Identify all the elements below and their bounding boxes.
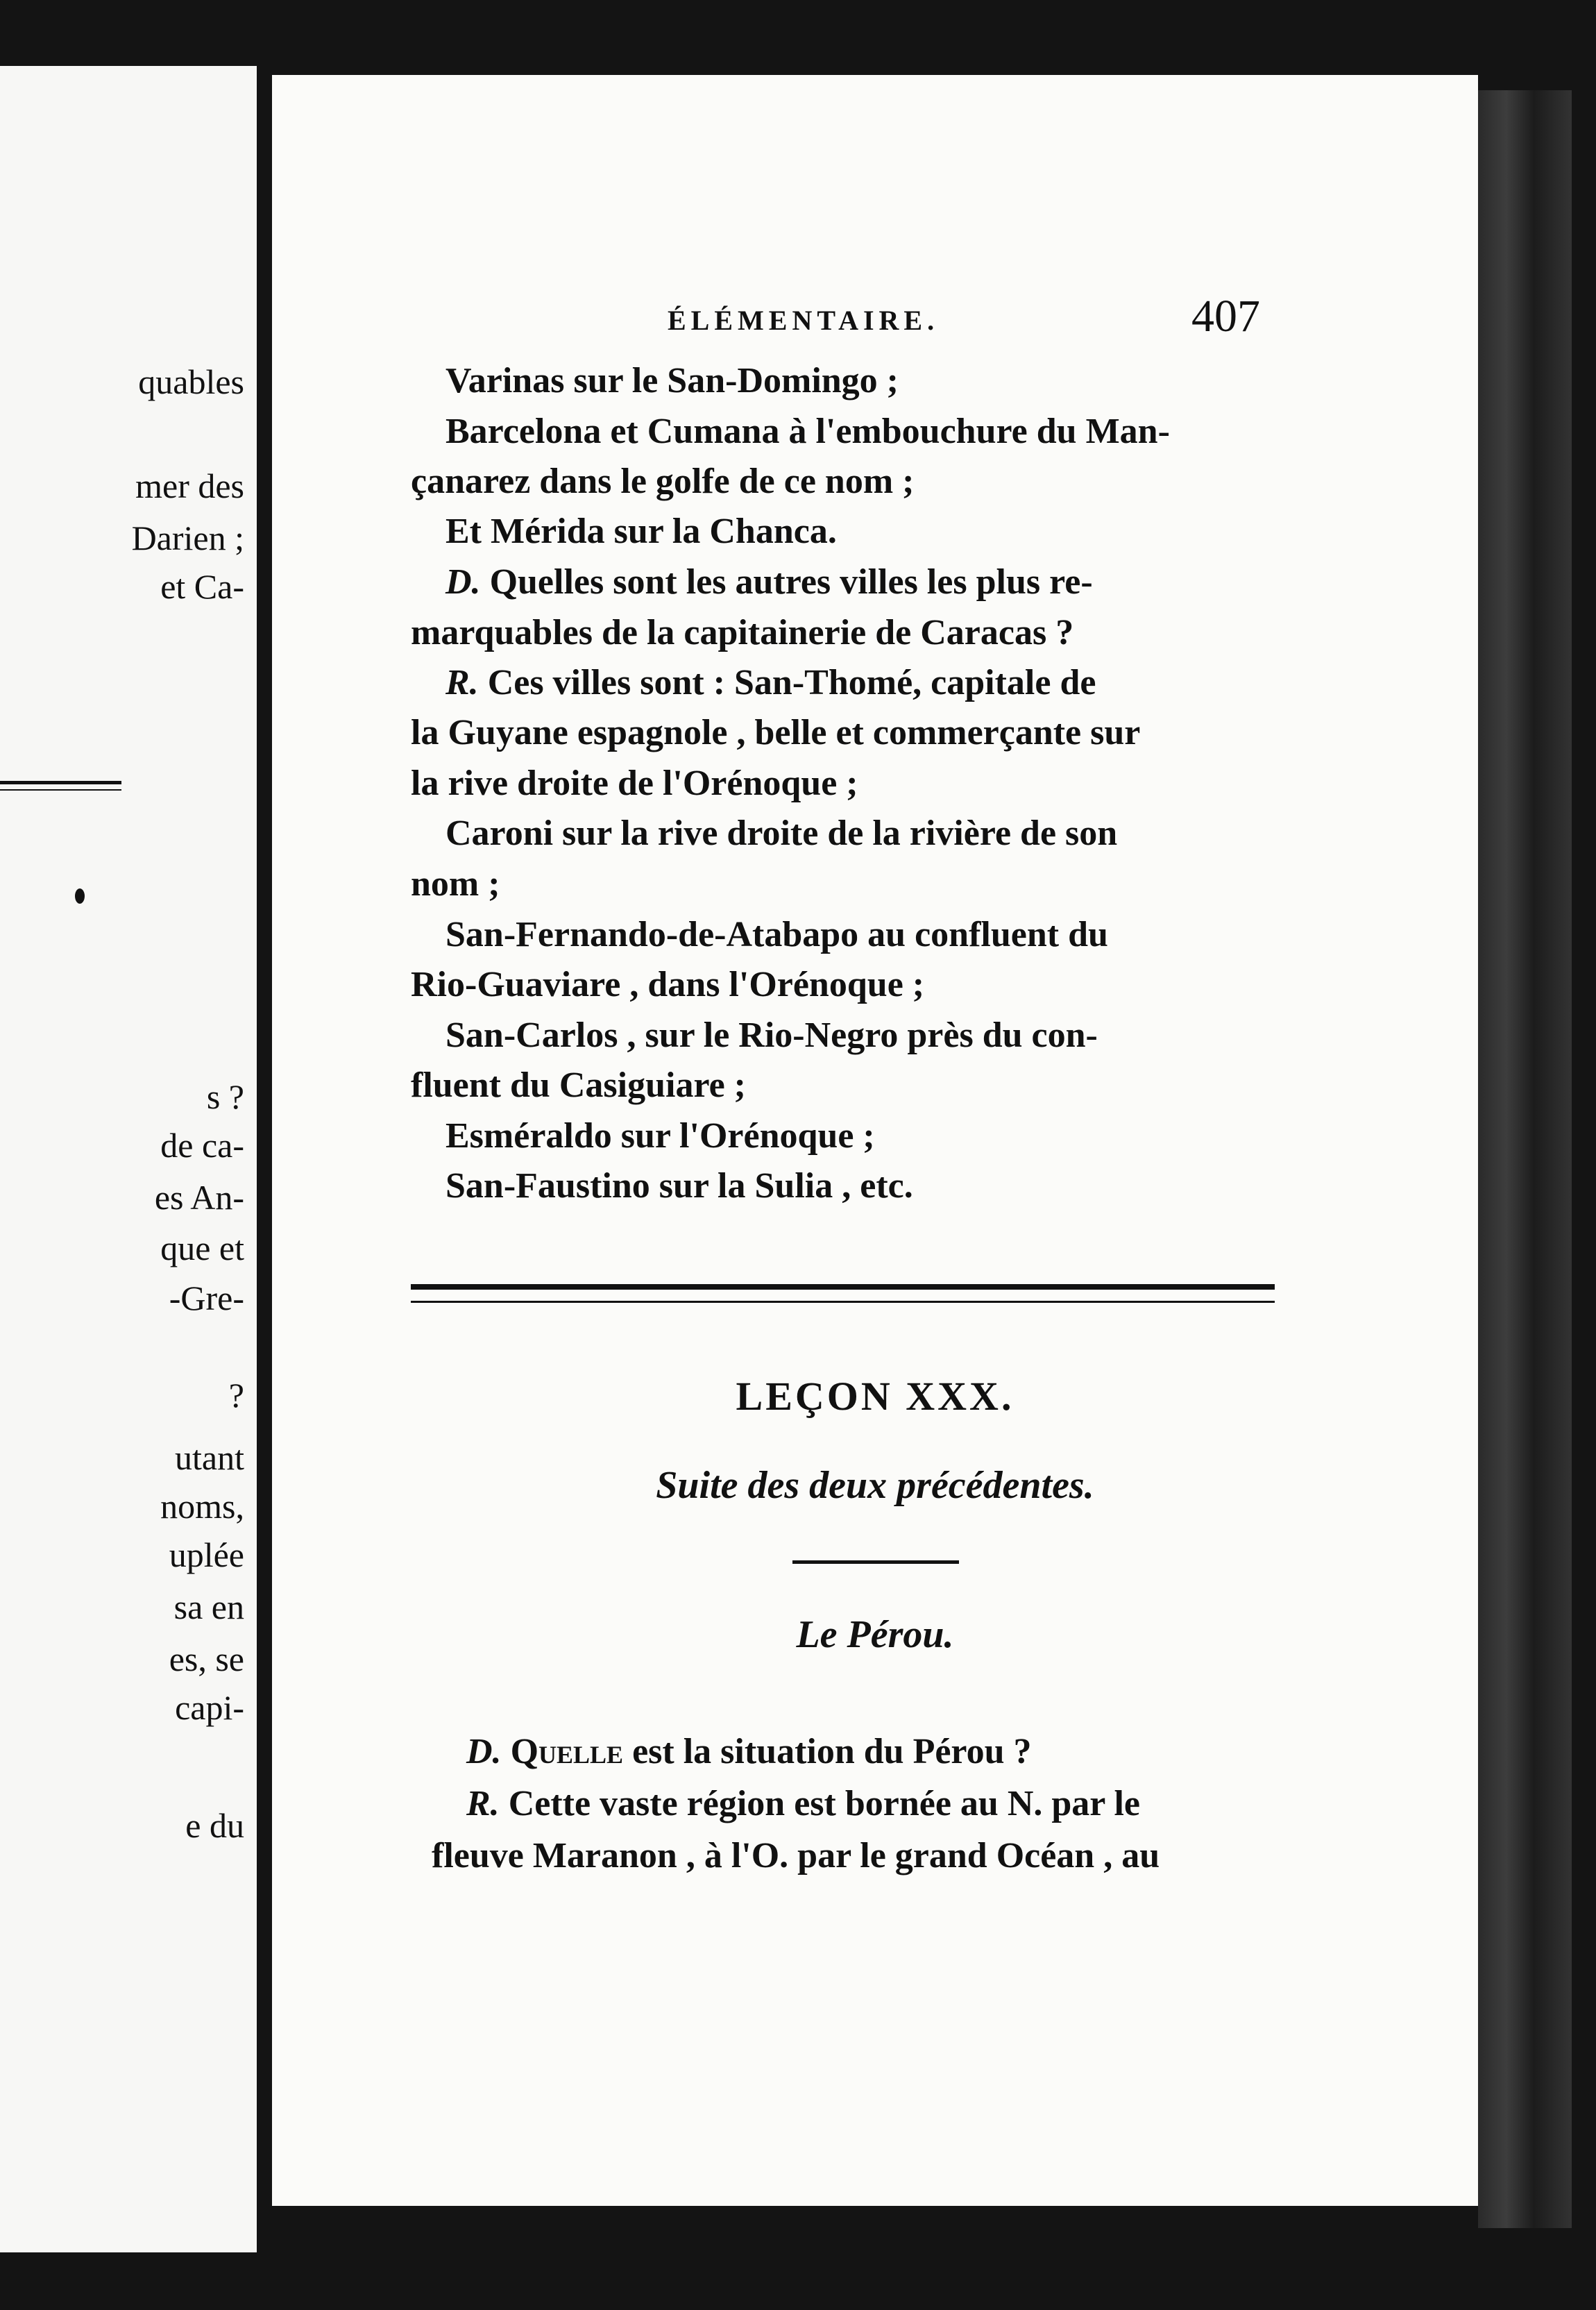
question-text: Quelles sont les autres villes les plus re- xyxy=(489,562,1093,602)
text-line: Rio-Guaviare , dans l'Orénoque ; xyxy=(411,965,925,1004)
left-fragment: es An- xyxy=(154,1178,244,1217)
page-number: 407 xyxy=(1191,291,1260,342)
question-marker: D. xyxy=(466,1732,502,1771)
text-line: la Guyane espagnole , belle et commerçante sur xyxy=(411,713,1141,752)
left-fragment: ? xyxy=(228,1376,244,1415)
left-fragment: utant xyxy=(175,1438,244,1477)
right-page xyxy=(272,75,1478,2206)
lesson-title: LEÇON XXX. xyxy=(736,1374,1015,1419)
short-divider xyxy=(792,1560,959,1564)
text-line: marquables de la capitainerie de Caracas ? xyxy=(411,613,1074,652)
answer-line xyxy=(445,665,1096,701)
left-fragment: -Gre- xyxy=(169,1279,244,1317)
text-line: San-Carlos , sur le Rio-Negro près du con- xyxy=(445,1015,1098,1055)
answer-marker: R. xyxy=(445,663,479,702)
left-fragment: uplée xyxy=(169,1535,244,1574)
left-fragment: quables xyxy=(138,362,244,401)
answer-text: Cette vaste région est bornée au N. par le xyxy=(508,1784,1140,1823)
text-line: Barcelona et Cumana à l'embouchure du Man- xyxy=(445,412,1170,451)
answer-line xyxy=(466,1786,1140,1822)
answer-text: Ces villes sont : San-Thomé, capitale de xyxy=(487,663,1096,702)
left-fragment: que et xyxy=(160,1229,244,1267)
ink-spot xyxy=(75,888,85,904)
left-fragment: capi- xyxy=(175,1688,244,1727)
text-line: Esméraldo sur l'Orénoque ; xyxy=(445,1116,875,1156)
lesson-subtitle: Suite des deux précédentes. xyxy=(656,1464,1094,1507)
text-line: San-Faustino sur la Sulia , etc. xyxy=(445,1166,913,1206)
left-fragment: et Ca- xyxy=(160,567,244,606)
text-line: Caroni sur la rive droite de la rivière de son xyxy=(445,813,1118,853)
text-line: San-Fernando-de-Atabapo au confluent du xyxy=(445,915,1108,954)
question-first-word: Quelle xyxy=(510,1732,624,1771)
left-section-rule xyxy=(0,781,121,791)
text-line: çanarez dans le golfe de ce nom ; xyxy=(411,462,915,501)
question-marker: D. xyxy=(445,562,481,602)
text-line: fleuve Maranon , à l'O. par le grand Océan , au xyxy=(432,1836,1160,1875)
left-fragment: de ca- xyxy=(160,1126,244,1165)
left-fragment: e du xyxy=(185,1806,244,1845)
left-page xyxy=(0,66,257,2252)
text-line: fluent du Casiguiare ; xyxy=(411,1065,746,1105)
section-divider xyxy=(411,1284,1275,1303)
text-line: Et Mérida sur la Chanca. xyxy=(445,512,837,551)
left-fragment: sa en xyxy=(173,1587,244,1626)
left-fragment: noms, xyxy=(160,1487,244,1526)
question-text: est la situation du Pérou ? xyxy=(632,1732,1032,1771)
text-line: nom ; xyxy=(411,864,500,904)
text-line: Varinas sur le San-Domingo ; xyxy=(445,361,899,401)
running-header: ÉLÉMENTAIRE. xyxy=(668,305,940,336)
left-fragment: s ? xyxy=(206,1077,244,1116)
question-line xyxy=(466,1734,1032,1770)
left-fragment: es, se xyxy=(169,1639,244,1678)
answer-marker: R. xyxy=(466,1784,500,1823)
left-fragment: mer des xyxy=(135,466,244,505)
country-heading: Le Pérou. xyxy=(796,1613,954,1656)
left-page-fragments xyxy=(0,66,257,2252)
left-fragment: Darien ; xyxy=(131,519,244,557)
text-line: la rive droite de l'Orénoque ; xyxy=(411,764,858,803)
book-edge xyxy=(1478,90,1572,2228)
question-line xyxy=(445,564,1093,600)
